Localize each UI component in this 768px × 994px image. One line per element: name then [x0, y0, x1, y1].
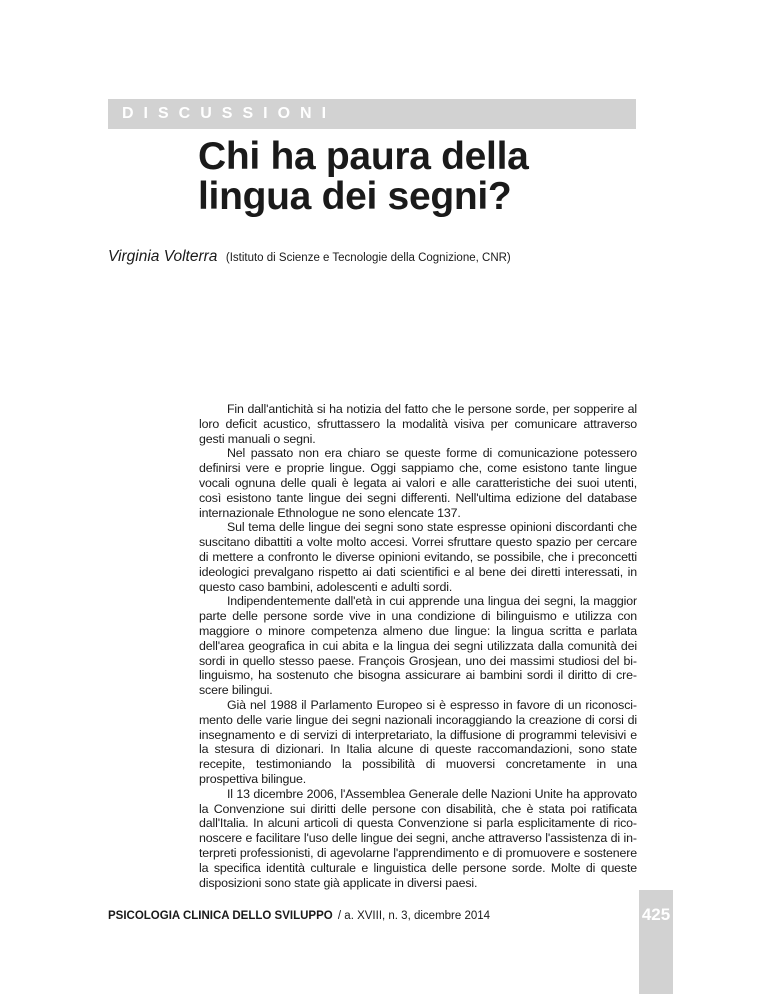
page-number: 425 — [641, 905, 671, 924]
paragraph-3: Sul tema delle lingue dei segni sono state espresse opinioni discordanti che suscitano dibattiti a volte molto accesi. Vorrei sfruttare questo spazio per cercare di mettere a confronto le diverse opinioni evitando, se possibile, che i preconcetti ideologici prevalgano rispetto ai dati scientifici e al bene dei diretti interessati, in questo caso bambini, adolescenti e adulti sordi. — [199, 520, 637, 594]
article-title-line-1: Chi ha paura della — [198, 135, 529, 178]
paragraph-1: Fin dall'antichità si ha notizia del fatto che le persone sorde, per sopperire al loro deficit acustico, sfruttassero la modalità visiva per comunicare attraverso gesti manuali o segni. — [199, 402, 637, 446]
paragraph-2: Nel passato non era chiaro se queste forme di comunicazione potessero definirsi vere e proprie lingue. Oggi sappiamo che, come esistono tante lingue vocali ognuna delle quali è legata ai valori e alle caratteristiche dei suoi utenti, così esistono tante lingue dei segni differenti. Nell'ultima edizione del database internazionale Ethnologue ne sono elencate 137. — [199, 446, 637, 520]
author-affiliation: (Istituto di Scienze e Tecnologie della Cognizione, CNR) — [225, 252, 511, 264]
article-title-line-2: lingua dei segni? — [198, 175, 512, 218]
byline — [108, 247, 511, 268]
paragraph-4: Indipendentemente dall'età in cui apprende una lingua dei segni, la maggior parte delle persone sorde vive in una condizione di bilinguismo e utilizza con maggiore o minore competenza almeno due lingue: la lingua scritta e parlata dell'area geografica in cui abita e la lingua dei segni utilizzata dalla comunità dei sordi in quello stesso paese. François Grosjean, uno dei massimi studiosi del bilinguismo, ha sostenuto che bisogna assicurare ai bambini sordi il diritto di crescere bilingui. — [199, 594, 637, 698]
section-label: DISCUSSIONI — [122, 105, 337, 122]
article-body — [199, 402, 637, 890]
issue-info: / a. XVIII, n. 3, dicembre 2014 — [337, 910, 491, 922]
paragraph-5: Già nel 1988 il Parlamento Europeo si è espresso in favore di un riconoscimento delle varie lingue dei segni nazionali incoraggiando la creazione di corsi di insegnamento e di servizi di interpretariato, la diffusione di programmi televisivi e la stesura di dizionari. In Italia alcune di queste raccomandazioni, sono state recepite, testimoniando la possibilità di muoversi concretamente in una prospettiva bilingue. — [199, 697, 637, 786]
page-footer — [108, 908, 490, 924]
journal-name: PSICOLOGIA CLINICA DELLO SVILUPPO — [108, 910, 333, 922]
paragraph-6: Il 13 dicembre 2006, l'Assemblea Generale delle Nazioni Unite ha approvato la Convenzione sui diritti delle persone con disabilità, che è stata poi ratificata dall'Italia. In alcuni articoli di questa Convenzione si parla esplicitamente di riconoscere e facilitare l'uso delle lingue dei segni, anche attraverso l'assistenza di interpreti professionisti, di agevolarne l'apprendimento e di promuovere e sostenere la specifica identità culturale e linguistica delle persone sorde. Molte di queste disposizioni sono state già applicate in diversi paesi. — [199, 786, 637, 890]
article-title — [198, 137, 618, 217]
author-name: Virginia Volterra — [108, 248, 218, 265]
